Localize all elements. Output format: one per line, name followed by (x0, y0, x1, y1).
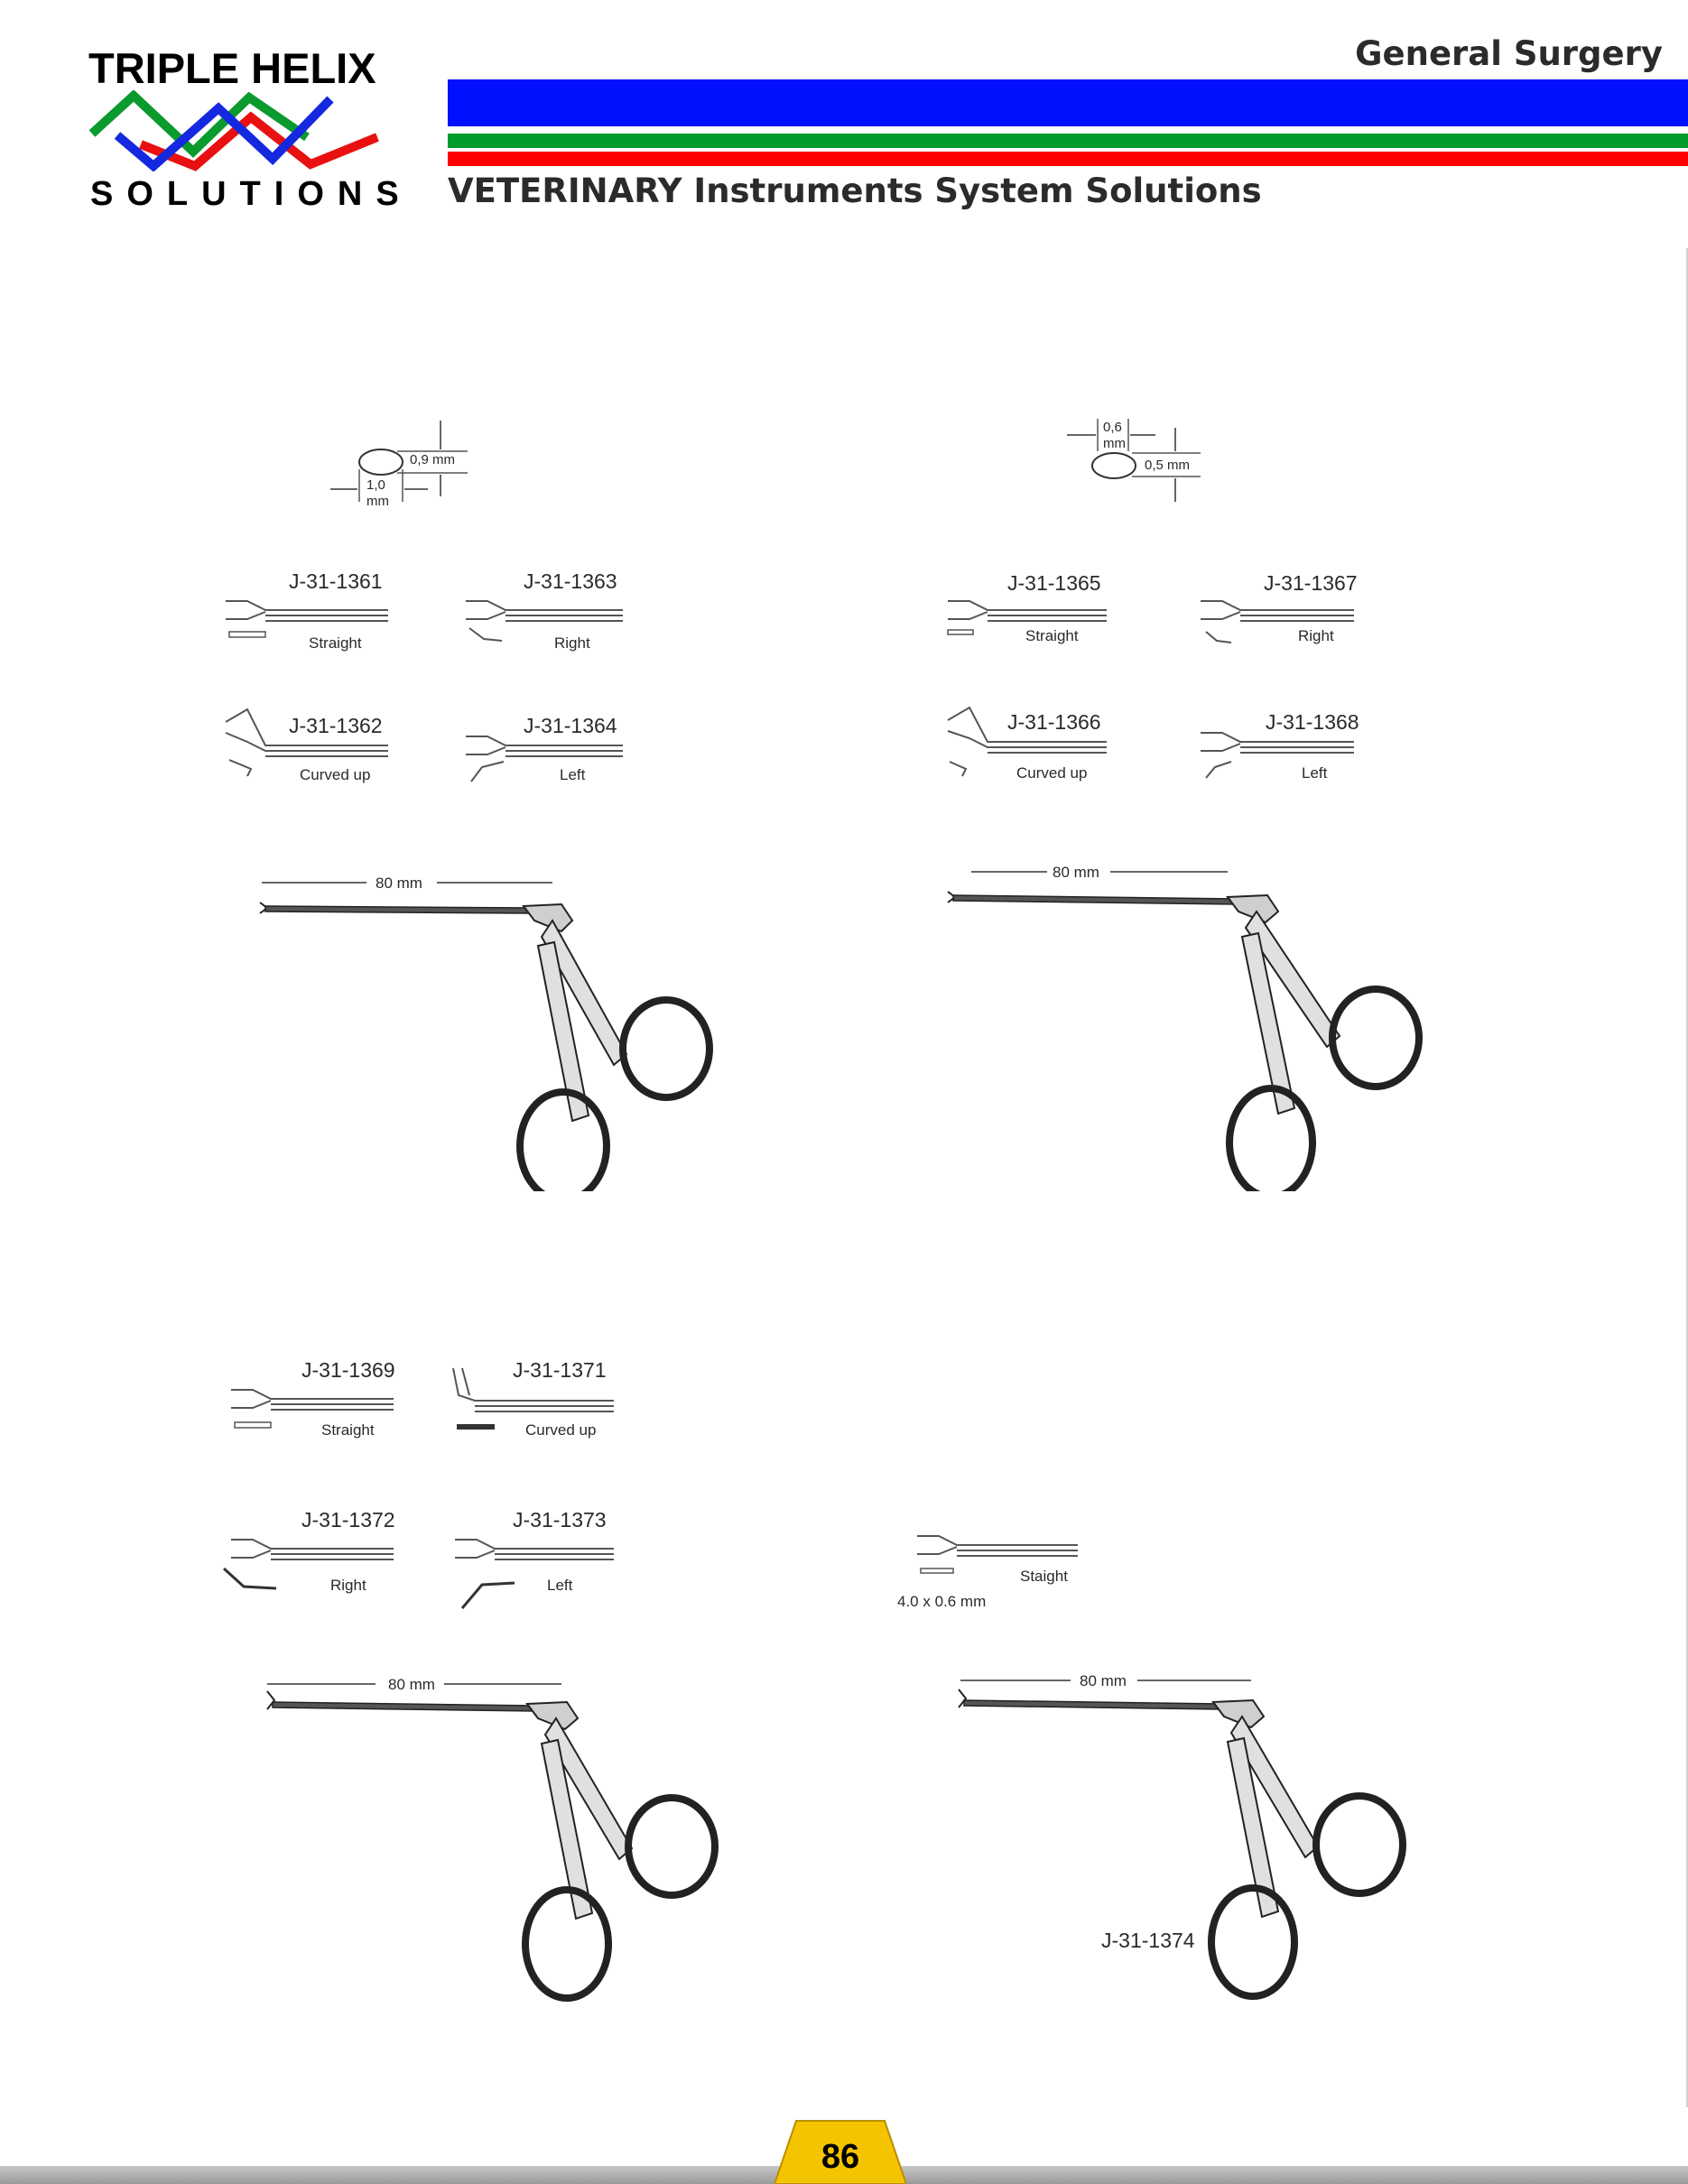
variant-2 (466, 569, 623, 652)
variant-label: Left (547, 1577, 573, 1594)
variant-4 (455, 1508, 614, 1608)
logo-subtitle: SOLUTIONS (90, 175, 413, 213)
variant-label: Right (554, 634, 590, 652)
product-code: J-31-1369 (301, 1358, 395, 1382)
product-code: J-31-1367 (1264, 571, 1358, 595)
variant-label: Straight (309, 634, 362, 652)
tip-dimension-diagram (1067, 419, 1201, 502)
forceps-drawing (267, 1691, 715, 1998)
variant-3 (948, 708, 1107, 782)
helix-logo-icon (87, 90, 385, 171)
group-1 (208, 415, 839, 1191)
logo-title: TRIPLE HELIX (88, 44, 376, 92)
variant-1 (231, 1358, 395, 1439)
variant-2 (1201, 571, 1358, 644)
variant-4 (1201, 710, 1359, 782)
page-number: 86 (821, 2138, 860, 2176)
tip-width-unit: mm (1103, 436, 1126, 451)
product-code: J-31-1374 (1101, 1929, 1195, 1952)
length-dimension (262, 875, 552, 892)
variant-label: Curved up (1016, 764, 1088, 782)
product-code: J-31-1372 (301, 1508, 395, 1532)
product-code: J-31-1365 (1007, 571, 1101, 595)
variant-label: Straight (1025, 627, 1079, 644)
variant-label: Staight (1020, 1568, 1068, 1585)
tip-height-label: 0,9 mm (410, 452, 456, 467)
variant-label: Left (560, 766, 586, 783)
length-dimension (267, 1676, 561, 1693)
group-2 (930, 415, 1562, 1191)
variant-label: Curved up (525, 1421, 597, 1439)
product-code: J-31-1368 (1266, 710, 1359, 734)
length-label: 80 mm (1053, 864, 1099, 881)
length-dimension (960, 1672, 1251, 1689)
tip-size-label: 4.0 x 0.6 mm (897, 1593, 987, 1610)
variant-3 (224, 1508, 395, 1594)
variant-label: Right (330, 1577, 366, 1594)
variant-4 (466, 714, 623, 783)
variant-1 (948, 571, 1107, 644)
group-3 (208, 1336, 839, 2004)
variant-3 (226, 709, 388, 783)
header-blue-bar (448, 79, 1688, 126)
product-code: J-31-1366 (1007, 710, 1101, 734)
length-label: 80 mm (376, 875, 422, 892)
variant-label: Curved up (300, 766, 371, 783)
tip-dimension-diagram (330, 421, 468, 509)
tip-width-unit: mm (366, 494, 389, 509)
variant-straight (897, 1536, 1078, 1610)
length-label: 80 mm (1080, 1672, 1127, 1689)
product-code: J-31-1364 (524, 714, 617, 737)
group-4 (894, 1516, 1526, 2004)
variant-label: Right (1298, 627, 1334, 644)
tagline: VETERINARY Instruments System Solutions (448, 171, 1262, 210)
tip-width-value: 1,0 (366, 477, 385, 493)
header-red-bar (448, 152, 1688, 166)
product-code: J-31-1361 (289, 569, 383, 593)
product-code: J-31-1371 (513, 1358, 607, 1382)
forceps-drawing (948, 892, 1419, 1191)
variant-label: Straight (321, 1421, 375, 1439)
length-dimension (971, 864, 1228, 881)
product-code: J-31-1373 (513, 1508, 607, 1532)
tip-width-value: 0,6 (1103, 420, 1122, 435)
variant-label: Left (1302, 764, 1328, 782)
product-code: J-31-1363 (524, 569, 617, 593)
variant-2 (453, 1358, 614, 1439)
variant-1 (226, 569, 388, 652)
length-label: 80 mm (388, 1676, 435, 1693)
product-code: J-31-1362 (289, 714, 383, 737)
header-green-bar (448, 134, 1688, 148)
tip-height-label: 0,5 mm (1145, 458, 1191, 473)
forceps-drawing (260, 902, 710, 1191)
section-title: General Surgery (1355, 34, 1663, 73)
